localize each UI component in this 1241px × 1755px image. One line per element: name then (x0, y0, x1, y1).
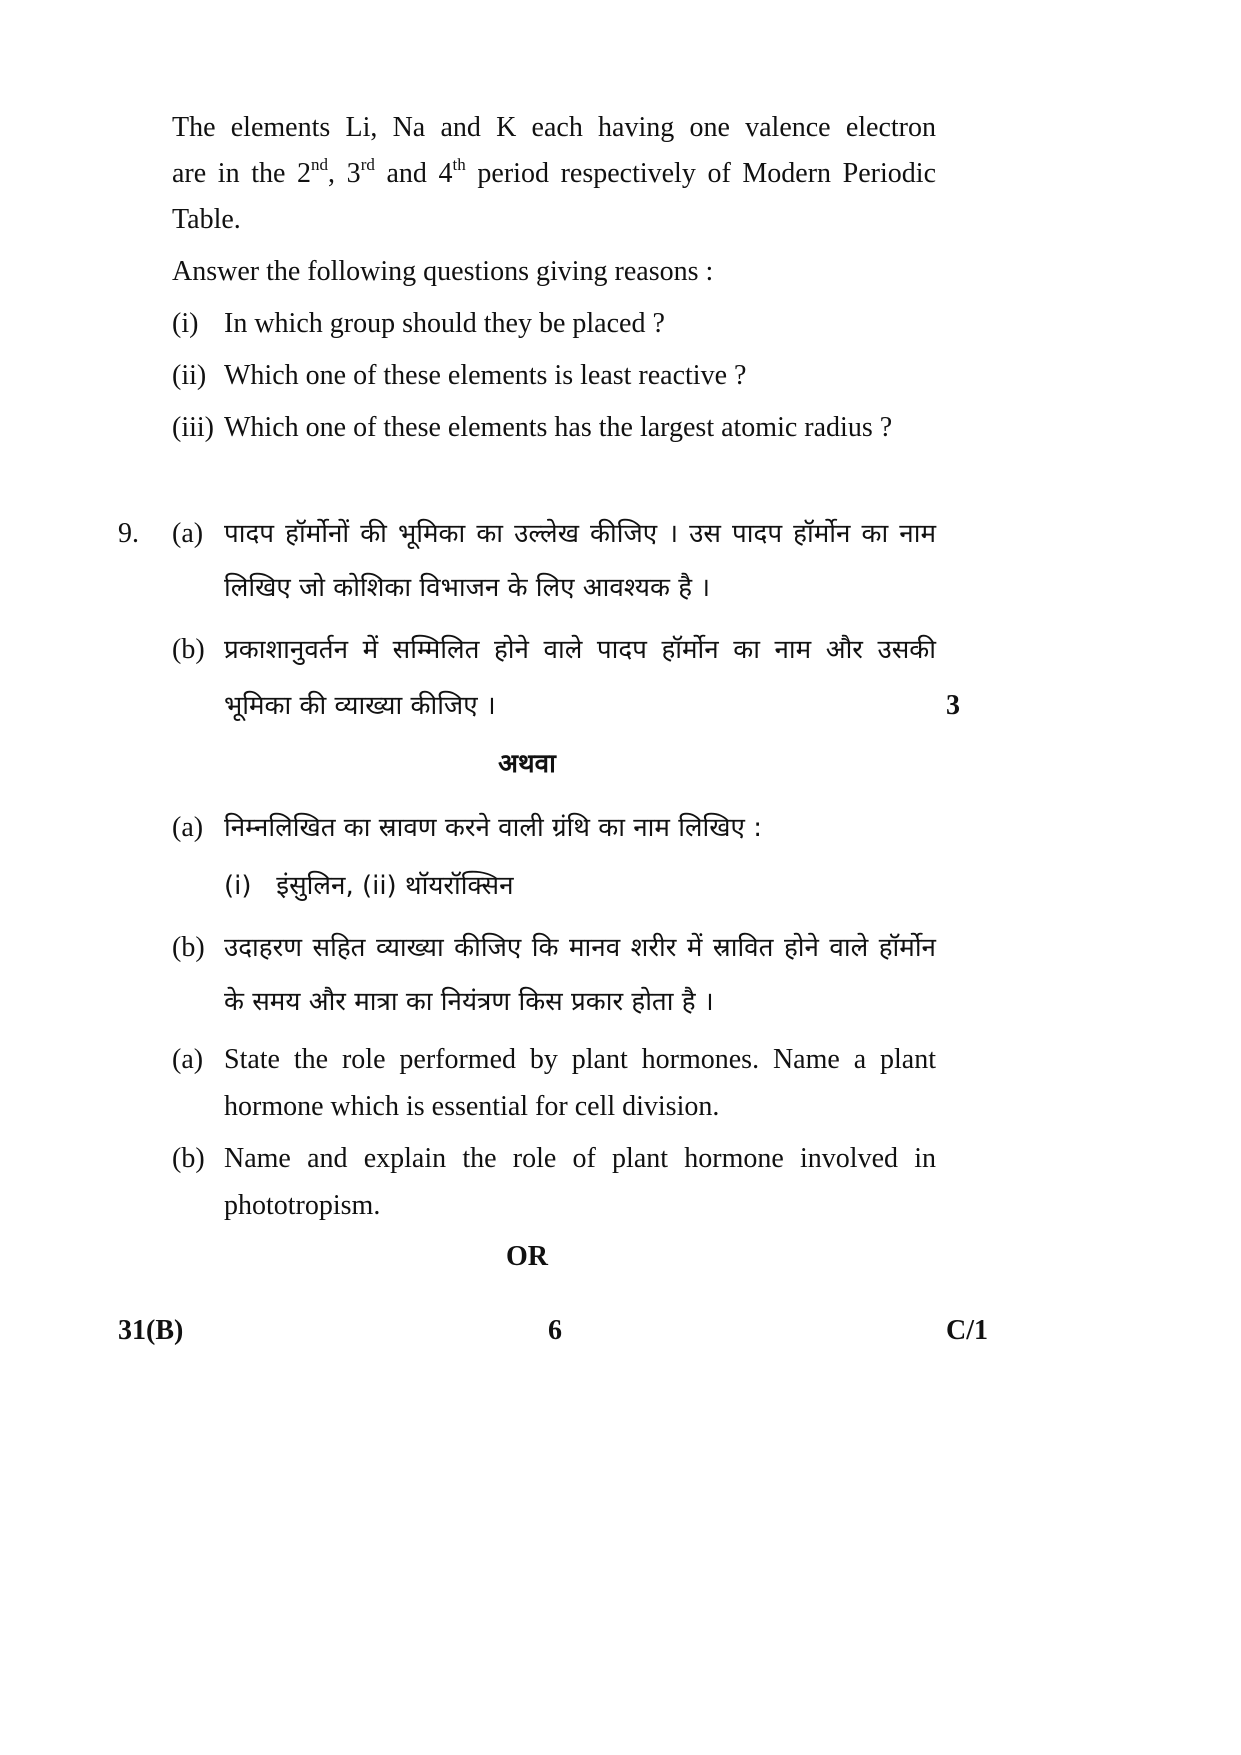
or-separator-hindi: अथवा (498, 749, 556, 779)
part-label: (b) (172, 932, 205, 963)
superscript-nd: nd (311, 154, 329, 174)
footer-set: C/1 (946, 1315, 988, 1346)
part-label: (a) (172, 1044, 204, 1075)
part-label: (a) (172, 812, 204, 843)
hindi-or-b-line-2: के समय और मात्रा का नियंत्रण किस प्रकार होता है । (224, 987, 714, 1017)
intro-line-2-a: are in the 2 (172, 158, 312, 189)
hindi-a-line-1: पादप हॉर्मोनों की भूमिका का उल्लेख कीजिए । उस पादप हॉर्मोन का नाम (224, 519, 936, 549)
eng-b-line-1: Name and explain the role of plant hormone involved in (224, 1143, 936, 1174)
hindi-or-b-line-1: उदाहरण सहित व्याख्या कीजिए कि मानव शरीर में स्रावित होने वाले हॉर्मोन (224, 933, 936, 963)
question-number: 9. (118, 518, 139, 549)
eng-a-line-2: hormone which is essential for cell division. (224, 1091, 720, 1122)
question-text: Which one of these elements is least reactive ? (224, 360, 747, 391)
intro-instruction: Answer the following questions giving reasons : (172, 256, 714, 287)
or-separator: OR (506, 1241, 548, 1272)
page-number: 6 (548, 1315, 562, 1346)
footer-code: 31(B) (118, 1315, 184, 1346)
question-label: (ii) (172, 360, 207, 391)
hindi-a-line-2: लिखिए जो कोशिका विभाजन के लिए आवश्यक है । (224, 573, 711, 603)
question-label: (iii) (172, 412, 214, 443)
question-label: (i) (172, 308, 199, 339)
intro-line-3: Table. (172, 204, 241, 235)
question-text: Which one of these elements has the largest atomic radius ? (224, 412, 893, 443)
hindi-b-line-2: भूमिका की व्याख्या कीजिए । (224, 691, 496, 721)
part-label: (a) (172, 518, 204, 549)
superscript-th: th (452, 154, 466, 174)
hindi-or-a-sub: (i) इंसुलिन, (ii) थॉयरॉक्सिन (224, 871, 514, 901)
superscript-rd: rd (360, 154, 375, 174)
intro-line-2 (172, 154, 936, 194)
part-label: (b) (172, 634, 205, 665)
intro-line-2-d: period respectively of Modern Periodic (465, 158, 936, 189)
intro-line-2-b: , 3 (328, 158, 361, 189)
question-text: In which group should they be placed ? (224, 308, 665, 339)
intro-line-2-c: and 4 (374, 158, 453, 189)
eng-a-line-1: State the role performed by plant hormones. Name a plant (224, 1044, 936, 1075)
intro-line-1: The elements Li, Na and K each having one valence electron (172, 112, 936, 143)
part-label: (b) (172, 1143, 205, 1174)
marks: 3 (946, 690, 960, 721)
hindi-b-line-1: प्रकाशानुवर्तन में सम्मिलित होने वाले पादप हॉर्मोन का नाम और उसकी (224, 635, 936, 665)
hindi-or-a-line-1: निम्नलिखित का स्रावण करने वाली ग्रंथि का नाम लिखिए : (224, 813, 762, 843)
eng-b-line-2: phototropism. (224, 1190, 381, 1221)
